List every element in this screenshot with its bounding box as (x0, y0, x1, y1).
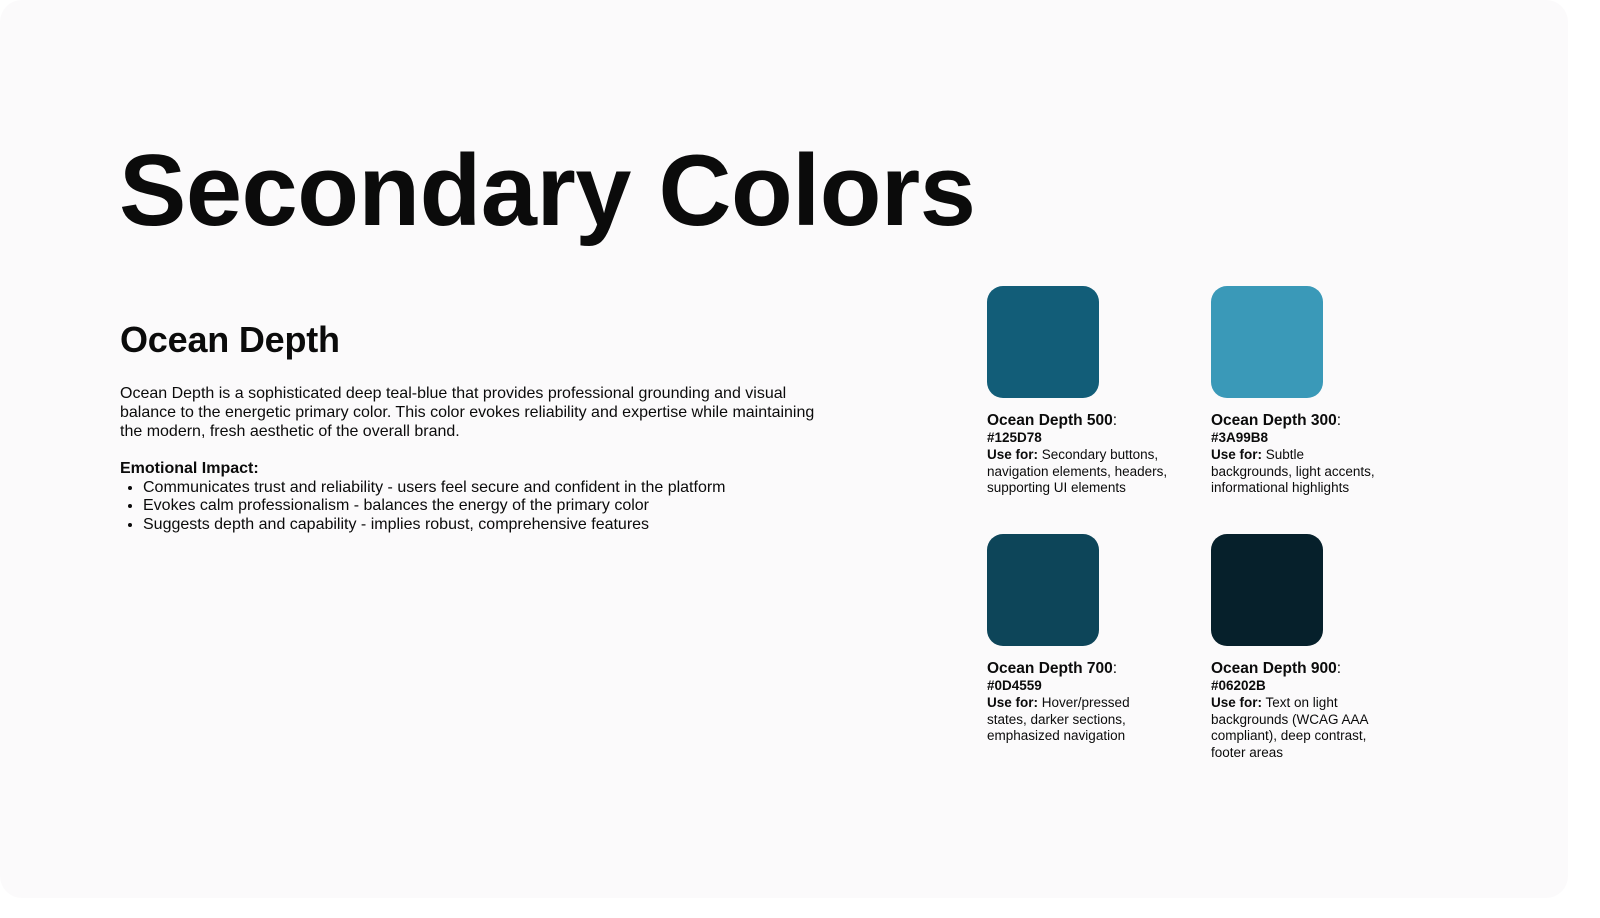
swatch-info (987, 412, 1187, 497)
use-text: Text on light backgrounds (WCAG AAA compliant), deep contrast, footer areas (1211, 694, 1368, 761)
swatch-name-text: Ocean Depth 500 (987, 412, 1113, 429)
swatch-name: Ocean Depth 900: (1211, 660, 1342, 677)
swatch-name: Ocean Depth 700: (987, 660, 1118, 677)
swatch-name-text: Ocean Depth 300 (1211, 412, 1337, 429)
swatch-name: Ocean Depth 500: (987, 412, 1118, 429)
swatch-name-text: Ocean Depth 900 (1211, 660, 1337, 677)
use-text: Secondary buttons, navigation elements, headers, supporting UI elements (987, 446, 1168, 496)
swatch-card-500 (987, 286, 1187, 497)
swatch-info (1211, 412, 1411, 497)
use-label: Use for: (1211, 446, 1263, 462)
swatch-card-900 (1211, 534, 1411, 762)
section-title: Ocean Depth (120, 319, 340, 360)
use-label: Use for: (1211, 694, 1263, 710)
swatch-usage (987, 447, 1187, 497)
impact-item: • Suggests depth and capability - implies robust, comprehensive features (143, 516, 840, 535)
impact-item: • Communicates trust and reliability - users feel secure and confident in the platform (143, 479, 840, 498)
color-swatch-500 (987, 286, 1099, 398)
use-text: Hover/pressed states, darker sections, emphasized navigation (987, 694, 1130, 744)
swatch-usage (987, 695, 1147, 745)
impact-list (120, 479, 840, 535)
swatch-usage (1211, 447, 1379, 497)
impact-title: Emotional Impact: (120, 459, 259, 477)
color-swatch-300 (1211, 286, 1323, 398)
use-label: Use for: (987, 694, 1039, 710)
ocean-depth-section (120, 318, 840, 535)
swatch-hex: #0D4559 (987, 678, 1042, 693)
swatch-card-300 (1211, 286, 1411, 497)
swatch-hex: #125D78 (987, 430, 1042, 445)
use-text: Subtle backgrounds, light accents, informational highlights (1211, 446, 1375, 496)
swatch-info (987, 660, 1187, 745)
swatch-info (1211, 660, 1411, 762)
section-description: Ocean Depth is a sophisticated deep teal-blue that provides professional grounding and visual balance to the energetic primary color. This color evokes reliability and expertise while maintaining the modern, fresh aesthetic of the overall brand. (120, 385, 815, 440)
use-label: Use for: (987, 446, 1039, 462)
swatch-hex: #06202B (1211, 678, 1266, 693)
swatch-hex: #3A99B8 (1211, 430, 1269, 445)
swatch-usage (1211, 695, 1383, 762)
impact-item: • Evokes calm professionalism - balances the energy of the primary color (143, 497, 840, 516)
swatch-card-700 (987, 534, 1187, 745)
color-swatch-900 (1211, 534, 1323, 646)
color-swatch-700 (987, 534, 1099, 646)
swatch-name-text: Ocean Depth 700 (987, 660, 1113, 677)
swatch-name: Ocean Depth 300: (1211, 412, 1342, 429)
page-title: Secondary Colors (119, 135, 976, 247)
